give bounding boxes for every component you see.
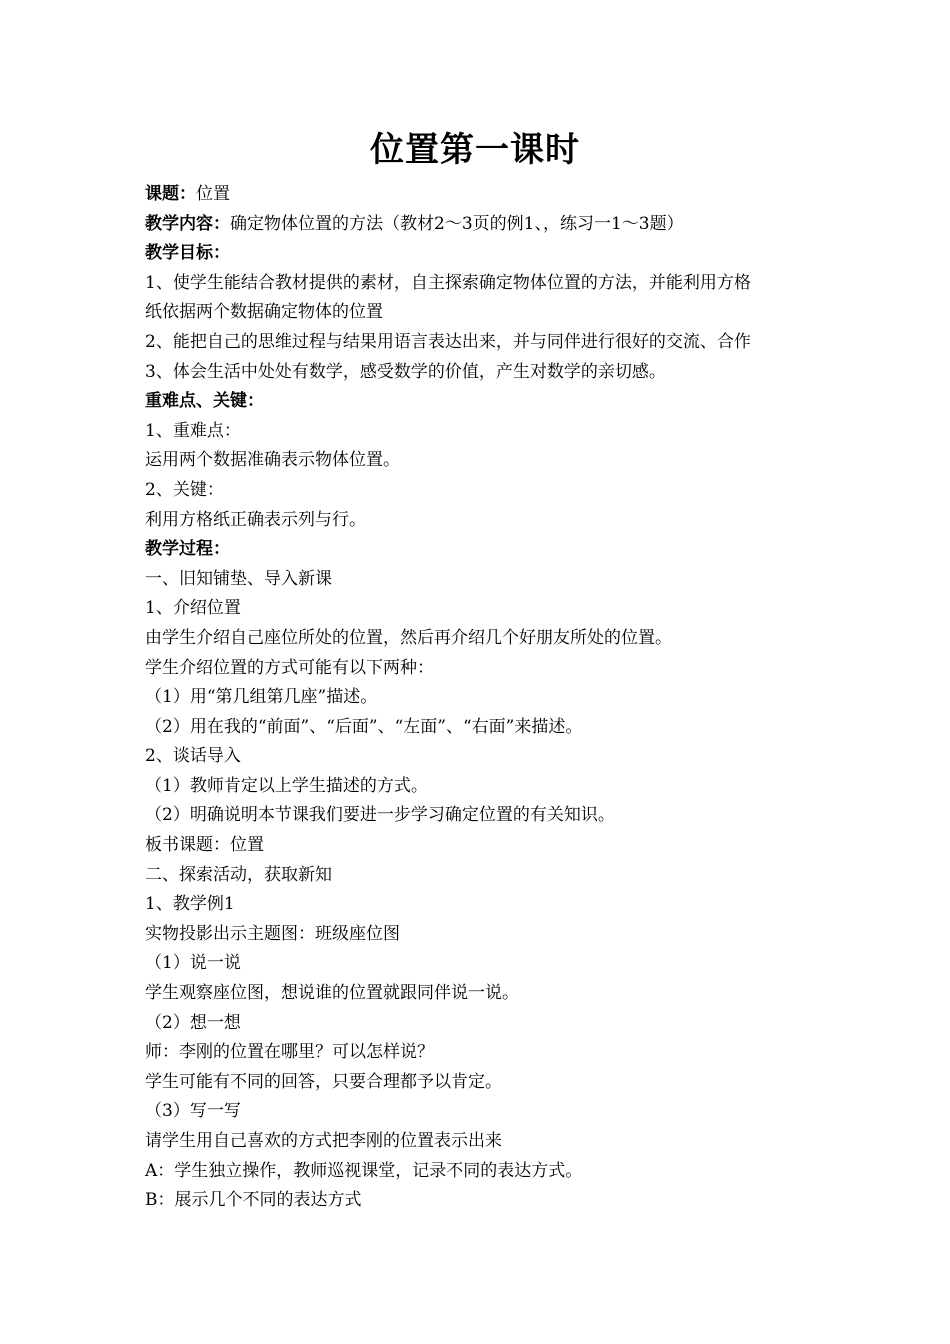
line-text: 2、关键：	[145, 479, 224, 500]
line-text: 2、能把自己的思维过程与结果用语言表达出来，并与同伴进行很好的交流、合作	[145, 331, 751, 352]
text-line	[145, 210, 815, 240]
line-text: （1）教师肯定以上学生描述的方式。	[145, 775, 428, 796]
text-line	[145, 1127, 815, 1157]
text-line	[145, 1186, 815, 1216]
line-text: 纸依据两个数据确定物体的位置	[145, 302, 383, 323]
text-line	[145, 801, 815, 831]
line-text: 1、教学例1	[145, 894, 235, 915]
line-label: 课题：	[145, 184, 196, 204]
line-text: 位置	[196, 184, 230, 204]
line-text: 1、重难点：	[145, 420, 241, 441]
line-text: 运用两个数据准确表示物体位置。	[145, 450, 400, 471]
line-text: 确定物体位置的方法（教材2～3页的例1、，练习一1～3题）	[230, 213, 684, 234]
text-line	[145, 565, 815, 595]
line-text: （2）用在我的“前面”、“后面”、“左面”、“右面”来描述。	[145, 716, 583, 737]
text-line	[145, 1157, 815, 1187]
text-line	[145, 1038, 815, 1068]
text-line	[145, 683, 815, 713]
text-line	[145, 506, 815, 536]
line-label: 教学过程：	[145, 539, 230, 560]
line-text: A：学生独立操作，教师巡视课堂，记录不同的表达方式。	[145, 1160, 583, 1181]
line-text: （1）用“第几组第几座”描述。	[145, 687, 378, 708]
text-line	[145, 328, 815, 358]
line-text: B：展示几个不同的表达方式	[145, 1190, 362, 1211]
text-line	[145, 269, 815, 299]
line-text: 1、使学生能结合教材提供的素材，自主探索确定物体位置的方法，并能利用方格	[145, 272, 751, 293]
text-line	[145, 594, 815, 624]
line-label: 教学内容：	[145, 213, 230, 234]
text-line	[145, 861, 815, 891]
line-label: 教学目标：	[145, 243, 230, 264]
text-line	[145, 535, 815, 565]
text-line	[145, 949, 815, 979]
text-line	[145, 1009, 815, 1039]
text-line	[145, 772, 815, 802]
line-text: （3）写一写	[145, 1101, 241, 1122]
text-line	[145, 298, 815, 328]
line-text: 实物投影出示主题图：班级座位图	[145, 923, 400, 944]
text-line	[145, 417, 815, 447]
text-line	[145, 476, 815, 506]
line-text: （1）说一说	[145, 953, 241, 974]
line-text: 学生可能有不同的回答，只要合理都予以肯定。	[145, 1071, 502, 1092]
line-text: 1、介绍位置	[145, 598, 241, 619]
document-body	[145, 180, 815, 1216]
text-line	[145, 446, 815, 476]
text-line	[145, 1068, 815, 1098]
line-text: （2）想一想	[145, 1012, 241, 1033]
text-line	[145, 831, 815, 861]
line-text: 板书课题：位置	[145, 835, 264, 856]
line-text: 3、体会生活中处处有数学，感受数学的价值，产生对数学的亲切感。	[145, 361, 666, 382]
text-line	[145, 180, 815, 210]
text-line	[145, 890, 815, 920]
text-line	[145, 239, 815, 269]
line-text: 请学生用自己喜欢的方式把李刚的位置表示出来	[145, 1131, 502, 1151]
text-line	[145, 387, 815, 417]
text-line	[145, 920, 815, 950]
text-line	[145, 654, 815, 684]
line-text: 二、探索活动，获取新知	[145, 864, 332, 885]
text-line	[145, 358, 815, 388]
line-text: 学生观察座位图，想说谁的位置就跟同伴说一说。	[145, 983, 519, 1004]
line-text: 2、谈话导入	[145, 746, 241, 767]
text-line	[145, 979, 815, 1009]
line-text: （2）明确说明本节课我们要进一步学习确定位置的有关知识。	[145, 805, 615, 826]
text-line	[145, 624, 815, 654]
page-title: 位置第一课时	[370, 130, 580, 170]
line-text: 学生介绍位置的方式可能有以下两种：	[145, 657, 434, 678]
line-text: 一、旧知铺垫、导入新课	[145, 568, 332, 589]
line-text: 由学生介绍自己座位所处的位置，然后再介绍几个好朋友所处的位置。	[145, 627, 672, 648]
line-text: 利用方格纸正确表示列与行。	[145, 509, 366, 530]
line-label: 重难点、关键：	[145, 391, 264, 412]
text-line	[145, 713, 815, 743]
text-line	[145, 1097, 815, 1127]
text-line	[145, 742, 815, 772]
line-text: 师：李刚的位置在哪里？可以怎样说？	[145, 1042, 434, 1063]
